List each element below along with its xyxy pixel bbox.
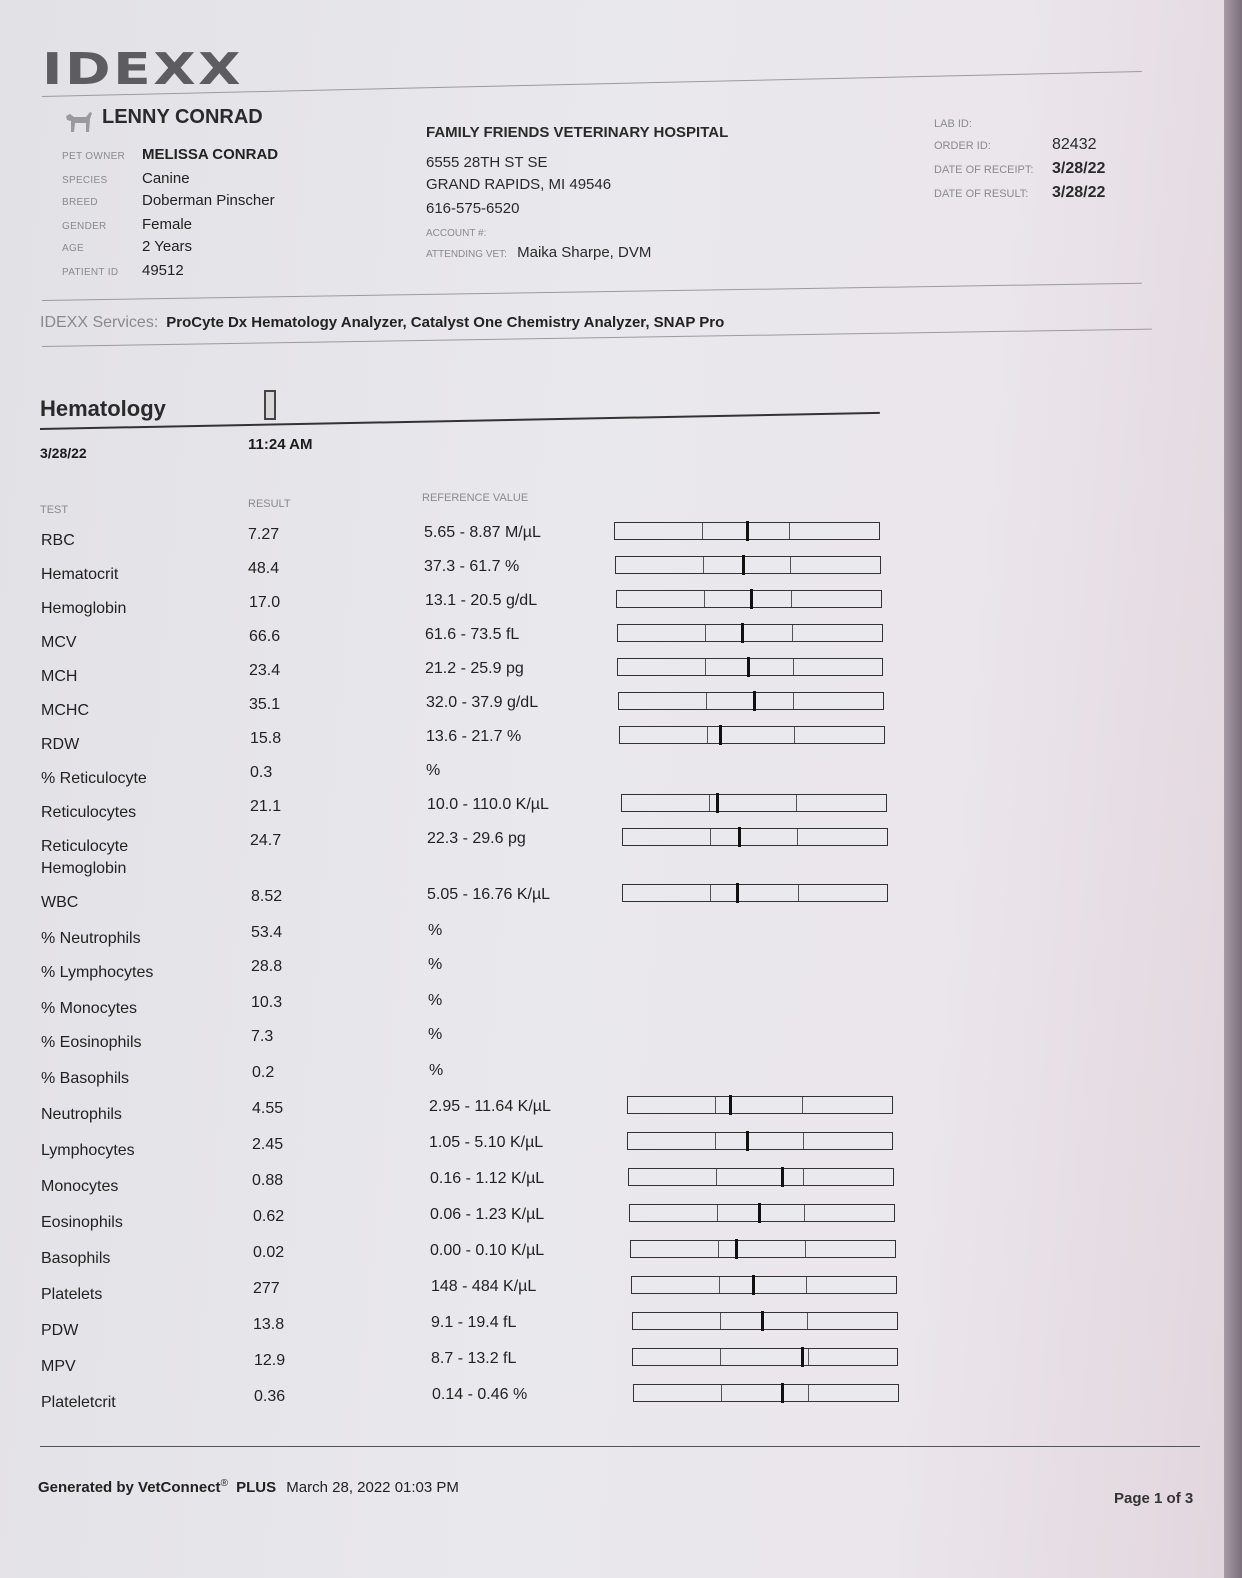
range-divider xyxy=(807,1313,808,1329)
reference-range: 10.0 - 110.0 K/µL xyxy=(427,796,549,813)
test-name: Hematocrit xyxy=(41,566,119,583)
test-name: MCHC xyxy=(41,702,89,719)
reference-range: % xyxy=(428,922,443,939)
test-name: % Basophils xyxy=(41,1070,130,1087)
receipt-date-field: DATE OF RECEIPT: 3/28/22 xyxy=(934,160,1106,177)
range-divider xyxy=(794,727,795,743)
range-bar xyxy=(622,828,888,846)
test-name: Reticulocyte Hemoglobin xyxy=(41,838,129,877)
reference-range: 148 - 484 K/µL xyxy=(431,1278,537,1295)
reference-range: 0.06 - 1.23 K/µL xyxy=(430,1206,545,1223)
range-divider xyxy=(718,1241,719,1257)
test-result: 0.3 xyxy=(250,764,273,781)
test-name: Monocytes xyxy=(41,1178,119,1195)
attending-vet: ATTENDING VET: Maika Sharpe, DVM xyxy=(426,244,652,261)
range-divider xyxy=(804,1205,805,1221)
range-divider xyxy=(796,795,797,811)
owner-field: PET OWNER MELISSA CONRAD xyxy=(62,146,279,163)
test-name: Plateletcrit xyxy=(41,1394,116,1411)
flag-icon xyxy=(264,390,276,420)
section-time: 11:24 AM xyxy=(248,436,313,453)
page-edge xyxy=(1224,0,1242,1578)
range-divider xyxy=(706,693,707,709)
range-divider xyxy=(705,625,706,641)
range-divider xyxy=(715,1097,716,1113)
section-title: Hematology xyxy=(40,396,166,421)
idexx-logo: IDEXX xyxy=(42,44,244,95)
range-divider xyxy=(703,557,704,573)
reference-range: 61.6 - 73.5 fL xyxy=(425,626,520,643)
result-marker xyxy=(752,1275,755,1295)
table-row xyxy=(0,886,1000,926)
test-result: 66.6 xyxy=(249,628,281,645)
result-marker xyxy=(741,623,744,643)
range-divider xyxy=(707,727,708,743)
test-name: Neutrophils xyxy=(41,1106,122,1123)
reference-range: 13.1 - 20.5 g/dL xyxy=(425,592,538,609)
reference-range: 37.3 - 61.7 % xyxy=(424,558,520,575)
test-result: 28.8 xyxy=(251,958,283,975)
test-result: 21.1 xyxy=(250,798,282,815)
test-result: 2.45 xyxy=(252,1136,284,1153)
test-result: 0.2 xyxy=(252,1064,275,1081)
test-name: MCH xyxy=(41,668,78,685)
test-result: 23.4 xyxy=(249,662,281,679)
page-number: Page 1 of 3 xyxy=(1114,1490,1194,1507)
test-result: 0.02 xyxy=(253,1244,285,1261)
result-marker xyxy=(801,1347,804,1367)
range-bar xyxy=(616,590,882,608)
test-result: 0.36 xyxy=(254,1388,286,1405)
range-divider xyxy=(808,1349,809,1365)
hospital-address-2: GRAND RAPIDS, MI 49546 xyxy=(426,176,612,193)
range-divider xyxy=(793,659,794,675)
result-marker xyxy=(781,1167,784,1187)
species-field: SPECIES Canine xyxy=(62,170,190,187)
test-name: MPV xyxy=(41,1358,76,1375)
patient-name: LENNY CONRAD xyxy=(102,106,263,128)
dog-icon xyxy=(64,108,94,134)
reference-range: % xyxy=(428,992,443,1009)
range-divider xyxy=(808,1385,809,1401)
reference-range: 0.00 - 0.10 K/µL xyxy=(430,1242,545,1259)
range-divider xyxy=(704,591,705,607)
result-marker xyxy=(736,883,739,903)
test-name: Basophils xyxy=(41,1250,111,1267)
test-result: 35.1 xyxy=(249,696,281,713)
reference-range: 13.6 - 21.7 % xyxy=(426,728,522,745)
range-divider xyxy=(798,885,799,901)
test-name: RBC xyxy=(41,532,75,549)
test-result: 7.3 xyxy=(251,1028,274,1045)
result-marker xyxy=(729,1095,732,1115)
range-divider xyxy=(710,885,711,901)
result-marker xyxy=(753,691,756,711)
result-marker xyxy=(746,1131,749,1151)
header-rule-2 xyxy=(42,283,1142,301)
test-name: % Lymphocytes xyxy=(41,964,154,981)
range-bar xyxy=(618,692,884,710)
range-divider xyxy=(806,1277,807,1293)
range-bar xyxy=(627,1096,893,1114)
age-field: AGE 2 Years xyxy=(62,238,193,255)
test-name: % Neutrophils xyxy=(41,930,141,947)
reference-range: 9.1 - 19.4 fL xyxy=(431,1314,517,1331)
range-bar xyxy=(627,1132,893,1150)
table-row xyxy=(0,830,1000,877)
reference-range: % xyxy=(429,1062,444,1079)
result-marker xyxy=(735,1239,738,1259)
test-result: 4.55 xyxy=(252,1100,284,1117)
range-divider xyxy=(792,625,793,641)
range-divider xyxy=(803,1169,804,1185)
reference-range: % xyxy=(428,1026,443,1043)
account-label: ACCOUNT #: xyxy=(426,228,487,239)
gender-field: GENDER Female xyxy=(62,216,193,233)
section-date: 3/28/22 xyxy=(40,445,87,461)
range-divider xyxy=(705,659,706,675)
range-divider xyxy=(720,1349,721,1365)
result-date-field: DATE OF RESULT: 3/28/22 xyxy=(934,184,1106,201)
table-row xyxy=(0,1386,1000,1426)
range-bar xyxy=(629,1204,895,1222)
reference-range: % xyxy=(426,762,441,779)
range-bar xyxy=(614,522,880,540)
range-bar xyxy=(615,556,881,574)
test-result: 48.4 xyxy=(248,560,280,577)
test-name: WBC xyxy=(41,894,79,911)
order-id-field: ORDER ID: 82432 xyxy=(934,136,1097,153)
range-divider xyxy=(803,1133,804,1149)
range-bar xyxy=(617,658,883,676)
test-result: 7.27 xyxy=(248,526,280,543)
result-marker xyxy=(747,657,750,677)
test-result: 8.52 xyxy=(251,888,283,905)
range-divider xyxy=(805,1241,806,1257)
range-divider xyxy=(715,1133,716,1149)
range-bar xyxy=(631,1276,897,1294)
range-bar xyxy=(619,726,885,744)
test-result: 10.3 xyxy=(251,994,283,1011)
range-bar xyxy=(622,884,888,902)
col-ref-header: REFERENCE VALUE xyxy=(422,492,529,504)
table-row xyxy=(0,992,1000,1032)
lab-id-field: LAB ID: xyxy=(934,118,972,130)
range-divider xyxy=(797,829,798,845)
result-marker xyxy=(738,827,741,847)
result-marker xyxy=(781,1383,784,1403)
test-name: % Eosinophils xyxy=(41,1034,142,1051)
reference-range: 5.65 - 8.87 M/µL xyxy=(424,524,541,541)
range-bar xyxy=(633,1384,899,1402)
test-name: RDW xyxy=(41,736,80,753)
test-result: 0.62 xyxy=(253,1208,285,1225)
test-result: 15.8 xyxy=(250,730,282,747)
table-row xyxy=(0,956,1000,996)
col-result-header: RESULT xyxy=(248,498,291,510)
result-marker xyxy=(719,725,722,745)
table-row xyxy=(0,1026,1000,1066)
test-result: 24.7 xyxy=(250,832,282,849)
test-name: % Reticulocyte xyxy=(41,770,147,787)
range-bar xyxy=(617,624,883,642)
patient-id-field: PATIENT ID 49512 xyxy=(62,262,184,279)
reference-range: 22.3 - 29.6 pg xyxy=(427,830,526,847)
idexx-services: IDEXX Services: ProCyte Dx Hematology Analyzer, Catalyst One Chemistry Analyzer, SNAP Pro xyxy=(40,314,725,331)
test-name: % Monocytes xyxy=(41,1000,138,1017)
col-test-header: TEST xyxy=(40,504,69,516)
test-name: Lymphocytes xyxy=(41,1142,135,1159)
reference-range: 21.2 - 25.9 pg xyxy=(425,660,524,677)
hospital-name: FAMILY FRIENDS VETERINARY HOSPITAL xyxy=(426,124,729,141)
range-bar xyxy=(630,1240,896,1258)
result-marker xyxy=(746,521,749,541)
range-divider xyxy=(790,557,791,573)
test-result: 12.9 xyxy=(254,1352,286,1369)
test-result: 0.88 xyxy=(252,1172,284,1189)
range-divider xyxy=(709,795,710,811)
reference-range: 5.05 - 16.76 K/µL xyxy=(427,886,551,903)
footer-rule xyxy=(40,1446,1200,1447)
range-divider xyxy=(720,1313,721,1329)
range-divider xyxy=(702,523,703,539)
range-divider xyxy=(802,1097,803,1113)
result-marker xyxy=(750,589,753,609)
reference-range: 0.16 - 1.12 K/µL xyxy=(430,1170,545,1187)
range-divider xyxy=(791,591,792,607)
table-row xyxy=(0,728,1000,768)
range-bar xyxy=(621,794,887,812)
range-bar xyxy=(632,1348,898,1366)
range-divider xyxy=(710,829,711,845)
table-row xyxy=(0,922,1000,962)
reference-range: 8.7 - 13.2 fL xyxy=(431,1350,517,1367)
range-divider xyxy=(719,1277,720,1293)
test-name: Platelets xyxy=(41,1286,103,1303)
result-marker xyxy=(758,1203,761,1223)
test-result: 13.8 xyxy=(253,1316,285,1333)
reference-range: 0.14 - 0.46 % xyxy=(432,1386,528,1403)
range-divider xyxy=(721,1385,722,1401)
test-name: Reticulocytes xyxy=(41,804,137,821)
reference-range: 32.0 - 37.9 g/dL xyxy=(426,694,539,711)
test-result: 17.0 xyxy=(249,594,281,611)
test-name: MCV xyxy=(41,634,77,651)
test-result: 53.4 xyxy=(251,924,283,941)
result-marker xyxy=(761,1311,764,1331)
hospital-address-1: 6555 28TH ST SE xyxy=(426,154,548,171)
reference-range: 1.05 - 5.10 K/µL xyxy=(429,1134,544,1151)
range-divider xyxy=(789,523,790,539)
result-marker xyxy=(742,555,745,575)
generated-by: Generated by VetConnect® PLUS March 28, 2022 01:03 PM xyxy=(38,1478,459,1496)
test-name: Hemoglobin xyxy=(41,600,127,617)
test-name: PDW xyxy=(41,1322,79,1339)
range-bar xyxy=(632,1312,898,1330)
range-bar xyxy=(628,1168,894,1186)
hospital-phone: 616-575-6520 xyxy=(426,200,520,217)
range-divider xyxy=(717,1205,718,1221)
breed-field: BREED Doberman Pinscher xyxy=(62,192,275,209)
reference-range: 2.95 - 11.64 K/µL xyxy=(429,1098,551,1115)
range-divider xyxy=(716,1169,717,1185)
range-divider xyxy=(793,693,794,709)
result-marker xyxy=(716,793,719,813)
test-name: Eosinophils xyxy=(41,1214,123,1231)
reference-range: % xyxy=(428,956,443,973)
test-result: 277 xyxy=(253,1280,280,1297)
